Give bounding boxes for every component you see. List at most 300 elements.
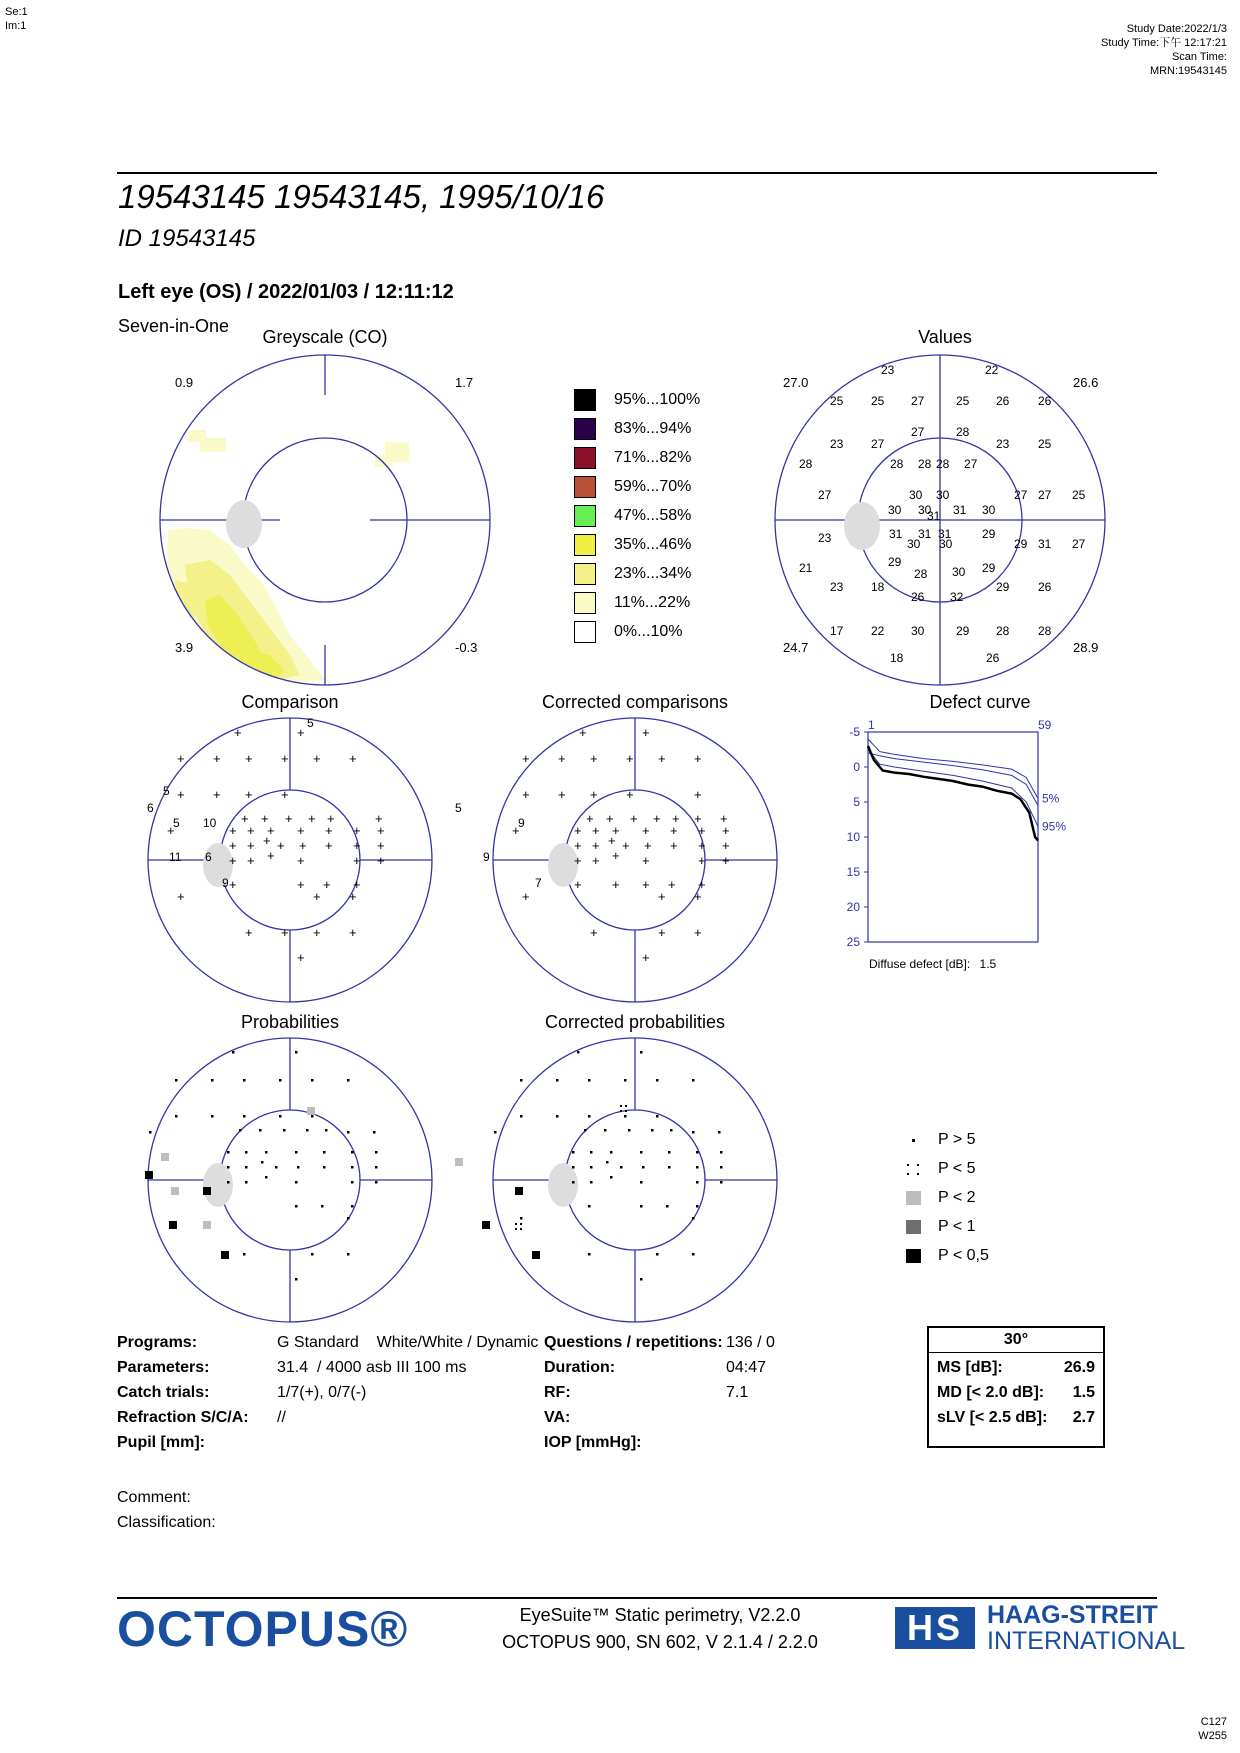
prob-dot [323, 1151, 326, 1154]
legend-swatch [574, 621, 596, 643]
prob-dot [227, 1166, 230, 1169]
prob-dot [375, 1181, 378, 1184]
ms-label: MS [dB]: [937, 1359, 1003, 1376]
prob-legend-p-lt05: P < 0,5 [904, 1241, 989, 1270]
va-label: VA: [544, 1409, 571, 1426]
legend-swatch [574, 447, 596, 469]
prob-dot [325, 1129, 328, 1132]
octopus-logo: OCTOPUS® [117, 1601, 409, 1657]
prob-dot [696, 1205, 699, 1208]
legend-swatch [574, 476, 596, 498]
prob-dot [295, 1151, 298, 1154]
plus-mark: + [574, 838, 582, 853]
prob-dot [572, 1151, 575, 1154]
threshold-value: 23 [818, 531, 832, 545]
plus-mark: + [592, 823, 600, 838]
prob-dot [668, 1166, 671, 1169]
greyscale-legend-item [574, 559, 700, 588]
report-type: Seven-in-One [118, 316, 230, 336]
prob-dot [347, 1079, 350, 1082]
plus-mark: + [658, 925, 666, 940]
legend-swatch [574, 505, 596, 527]
prob-dot [668, 1151, 671, 1154]
legend-label: 23%...34% [614, 564, 692, 582]
plus-mark: + [558, 787, 566, 802]
plus-mark: + [323, 877, 331, 892]
legend-swatch [574, 418, 596, 440]
threshold-value: 28 [918, 457, 932, 471]
legend-swatch [574, 592, 596, 614]
plus-mark: + [592, 853, 600, 868]
values-corner-bl: 24.7 [783, 640, 809, 655]
legend-label: 95%...100% [614, 390, 701, 408]
parameters-block-right [544, 1330, 775, 1455]
global-indices-header: 30° [929, 1328, 1103, 1353]
plus-mark: + [694, 787, 702, 802]
plus-mark: + [245, 751, 253, 766]
legend-swatch [574, 534, 596, 556]
prob-dot [640, 1205, 643, 1208]
prob-dot [375, 1151, 378, 1154]
plus-mark: + [574, 823, 582, 838]
plus-mark: + [297, 823, 305, 838]
programs-value: G Standard White/White / Dynamic [277, 1334, 539, 1351]
threshold-value: 25 [956, 394, 970, 408]
plus-mark: + [670, 838, 678, 853]
footer-divider [117, 1597, 1157, 1599]
threshold-value: 30 [939, 537, 953, 551]
plus-mark: + [229, 853, 237, 868]
prob-dot [610, 1176, 613, 1179]
probabilities-title: Probabilities [240, 1012, 340, 1032]
plus-mark: + [670, 823, 678, 838]
prob-dot [520, 1079, 523, 1082]
prob-dot [520, 1217, 523, 1220]
plus-mark: + [579, 725, 587, 740]
mrn: MRN:19543145 [1149, 65, 1227, 77]
threshold-value: 26 [986, 651, 1000, 665]
greyscale-legend-item [574, 385, 700, 414]
prob-dot [610, 1151, 613, 1154]
threshold-value: 21 [799, 561, 813, 575]
software-line: EyeSuite™ Static perimetry, V2.2.0 [519, 1605, 801, 1625]
prob-dot [347, 1253, 350, 1256]
plus-mark: + [308, 811, 316, 826]
plus-mark: + [612, 877, 620, 892]
plus-mark: + [277, 838, 285, 853]
prob-dot [306, 1129, 309, 1132]
plus-mark: + [353, 838, 361, 853]
prob-dot [245, 1181, 248, 1184]
prob-dot [297, 1166, 300, 1169]
threshold-value: 31 [1038, 537, 1052, 551]
threshold-value: 30 [936, 488, 950, 502]
plus-mark: + [642, 853, 650, 868]
prob-dot [275, 1166, 278, 1169]
prob-dot [149, 1131, 152, 1134]
prob-legend-p-lt5: P < 5 [904, 1154, 989, 1183]
threshold-value: 29 [982, 527, 996, 541]
prob-dot [279, 1115, 282, 1118]
plus-mark: + [281, 787, 289, 802]
greyscale-corner-tr: 1.7 [455, 375, 474, 390]
prob-dot [624, 1079, 627, 1082]
threshold-value: 29 [956, 624, 970, 638]
header-divider [117, 172, 1157, 174]
comparison-value: 7 [535, 876, 542, 890]
pupil-label: Pupil [mm]: [117, 1434, 205, 1451]
prob-dot [584, 1129, 587, 1132]
threshold-value: 27 [964, 457, 978, 471]
prob-dot [295, 1181, 298, 1184]
diffuse-defect [869, 957, 996, 971]
prob-dot [640, 1181, 643, 1184]
prob-dot [243, 1115, 246, 1118]
plus-mark: + [281, 925, 289, 940]
threshold-value: 29 [888, 555, 902, 569]
legend-label: 0%...10% [614, 622, 683, 640]
values-title: Values [918, 327, 972, 347]
threshold-value: 26 [996, 394, 1010, 408]
threshold-value: 18 [871, 580, 885, 594]
company-top: HAAG-STREIT [987, 1601, 1158, 1629]
blind-spot [548, 1163, 578, 1207]
parameters-value: 31.4 / 4000 asb III 100 ms [277, 1359, 467, 1376]
plus-mark: + [512, 823, 520, 838]
prob-dot [588, 1079, 591, 1082]
comparison-title: Comparison [241, 692, 339, 712]
plus-mark: + [642, 725, 650, 740]
x-end-label: 59 [1038, 718, 1052, 732]
threshold-value: 30 [918, 503, 932, 517]
plus-mark: + [229, 838, 237, 853]
y-tick-label: 15 [846, 865, 860, 879]
scan-time: Scan Time: [1171, 51, 1227, 63]
comparison-value: 11 [169, 850, 182, 864]
plus-mark: + [261, 811, 269, 826]
plus-mark: + [313, 751, 321, 766]
prob-dot [494, 1131, 497, 1134]
parameters-block-left [117, 1330, 538, 1455]
prob-dot [590, 1181, 593, 1184]
prob-dot [590, 1151, 593, 1154]
prob-p-lt5 [520, 1228, 522, 1230]
prob-square [515, 1187, 523, 1195]
threshold-value: 23 [881, 363, 895, 377]
prob-square [203, 1187, 211, 1195]
y-tick-label: 5 [853, 795, 860, 809]
image-label: Im:1 [5, 20, 27, 32]
prob-dot [227, 1151, 230, 1154]
plus-mark: + [281, 751, 289, 766]
probabilities-plot [145, 1035, 435, 1325]
threshold-value: 32 [950, 590, 964, 604]
threshold-value: 25 [1072, 488, 1086, 502]
values-corner-tl: 27.0 [783, 375, 809, 390]
prob-dot [604, 1129, 607, 1132]
prob-p-lt5 [625, 1110, 627, 1112]
prob-dot [211, 1079, 214, 1082]
prob-p-lt5 [515, 1223, 517, 1225]
plus-mark: + [522, 889, 530, 904]
greyscale-corner-tl: 0.9 [175, 375, 194, 390]
plus-mark: + [694, 925, 702, 940]
prob-dot [696, 1181, 699, 1184]
w-value: W255 [1198, 1730, 1227, 1742]
plus-mark: + [167, 823, 175, 838]
prob-dot [656, 1079, 659, 1082]
ms-value: 26.9 [1063, 1359, 1095, 1376]
threshold-value: 22 [985, 363, 999, 377]
plus-mark: + [247, 853, 255, 868]
duration-value: 04:47 [726, 1359, 767, 1376]
prob-dot [572, 1181, 575, 1184]
threshold-value: 28 [1038, 624, 1052, 638]
prob-dot [283, 1129, 286, 1132]
greyscale-legend [574, 385, 700, 646]
plus-mark: + [642, 823, 650, 838]
legend-label: 47%...58% [614, 506, 692, 524]
greyscale-plot [150, 350, 500, 690]
prob-dot [640, 1151, 643, 1154]
prob-dot [624, 1115, 627, 1118]
software-info [460, 1602, 860, 1656]
prob-dot [588, 1253, 591, 1256]
slv-label: sLV [< 2.5 dB]: [937, 1409, 1048, 1426]
company-bottom: INTERNATIONAL [987, 1627, 1186, 1655]
prob-dot [692, 1079, 695, 1082]
prob-dot [311, 1079, 314, 1082]
iop-label: IOP [mmHg]: [544, 1434, 642, 1451]
plus-mark: + [672, 811, 680, 826]
greyscale-legend-item [574, 530, 700, 559]
plus-mark: + [642, 950, 650, 965]
plus-mark: + [630, 811, 638, 826]
prob-square [171, 1187, 179, 1195]
threshold-value: 26 [911, 590, 925, 604]
defect-curve-frame [868, 732, 1038, 942]
threshold-value: 25 [871, 394, 885, 408]
questions-label: Questions / repetitions: [544, 1334, 723, 1351]
threshold-value: 22 [871, 624, 885, 638]
comparison-value: 6 [205, 850, 212, 864]
values-plot [770, 350, 1110, 690]
defect-curve-chart [830, 720, 1100, 975]
prob-square [455, 1158, 463, 1166]
prob-dot [347, 1217, 350, 1220]
prob-p-lt5 [520, 1223, 522, 1225]
plus-mark: + [325, 838, 333, 853]
comments-block [117, 1485, 216, 1535]
plus-mark: + [612, 823, 620, 838]
plus-mark: + [590, 787, 598, 802]
greyscale-legend-item [574, 472, 700, 501]
prob-dot [696, 1166, 699, 1169]
prob-dot [243, 1253, 246, 1256]
plus-mark: + [247, 823, 255, 838]
catch-trials-value: 1/7(+), 0/7(-) [277, 1384, 367, 1401]
greyscale-corner-br: -0.3 [455, 640, 478, 655]
plus-mark: + [297, 877, 305, 892]
label-5pct: 5% [1042, 791, 1060, 806]
threshold-value: 18 [890, 651, 904, 665]
prob-dot [245, 1151, 248, 1154]
prob-dot [656, 1115, 659, 1118]
prob-dot [718, 1131, 721, 1134]
prob-dot [696, 1151, 699, 1154]
prob-dot [620, 1166, 623, 1169]
threshold-value: 23 [830, 437, 844, 451]
plus-mark: + [229, 823, 237, 838]
comparison-plot [145, 715, 435, 1005]
device-line: OCTOPUS 900, SN 602, V 2.1.4 / 2.2.0 [502, 1632, 818, 1652]
threshold-value: 28 [890, 457, 904, 471]
plus-mark: + [349, 751, 357, 766]
threshold-value: 26 [1038, 394, 1052, 408]
threshold-value: 28 [996, 624, 1010, 638]
prob-legend-p-lt2: P < 2 [904, 1183, 989, 1212]
greyscale-corner-bl: 3.9 [175, 640, 194, 655]
refraction-value: // [277, 1409, 286, 1426]
plus-mark: + [668, 877, 676, 892]
label-95pct: 95% [1042, 819, 1067, 834]
prob-square [203, 1221, 211, 1229]
prob-square [221, 1251, 229, 1259]
threshold-value: 30 [952, 565, 966, 579]
plus-mark: + [297, 725, 305, 740]
plus-mark: + [297, 950, 305, 965]
plus-mark: + [234, 725, 242, 740]
y-tick-label: 20 [846, 900, 860, 914]
y-tick-label: -5 [849, 725, 860, 739]
refraction-label: Refraction S/C/A: [117, 1409, 249, 1426]
prob-dot [651, 1129, 654, 1132]
blind-spot [844, 502, 880, 550]
corrected-comparison-plot [455, 715, 780, 1005]
prob-square [532, 1251, 540, 1259]
values-corner-br: 28.9 [1073, 640, 1099, 655]
comparison-value: 5 [307, 716, 314, 730]
comparison-value: 9 [222, 876, 229, 890]
classification-label: Classification: [117, 1514, 216, 1531]
prob-dot [175, 1115, 178, 1118]
plus-mark: + [177, 751, 185, 766]
prob-dot [720, 1166, 723, 1169]
patient-id-line: ID 19543145 [118, 225, 256, 252]
threshold-value: 25 [830, 394, 844, 408]
md-label: MD [< 2.0 dB]: [937, 1384, 1045, 1401]
threshold-value: 28 [799, 457, 813, 471]
prob-dot [311, 1253, 314, 1256]
y-tick-label: 10 [846, 830, 860, 844]
prob-dot [279, 1079, 282, 1082]
y-tick-label: 25 [846, 935, 860, 949]
plus-mark: + [698, 877, 706, 892]
plus-mark: + [327, 811, 335, 826]
values-corner-tr: 26.6 [1073, 375, 1099, 390]
prob-dot [692, 1217, 695, 1220]
programs-label: Programs: [117, 1334, 198, 1351]
plus-mark: + [349, 889, 357, 904]
plus-mark: + [612, 848, 620, 863]
threshold-value: 25 [1038, 437, 1052, 451]
blind-spot [203, 1163, 233, 1207]
prob-dot [692, 1253, 695, 1256]
prob-dot [295, 1278, 298, 1281]
md-value: 1.5 [1072, 1384, 1095, 1401]
legend-label: 71%...82% [614, 448, 692, 466]
prob-p-lt5 [620, 1105, 622, 1107]
plus-mark: + [267, 848, 275, 863]
prob-dot [261, 1161, 264, 1164]
corner-bottom-right [1198, 1715, 1227, 1743]
prob-dot [588, 1205, 591, 1208]
plus-mark: + [644, 838, 652, 853]
prob-dot [590, 1166, 593, 1169]
plus-mark: + [353, 877, 361, 892]
catch-trials-label: Catch trials: [117, 1384, 210, 1401]
prob-dot [588, 1115, 591, 1118]
plus-mark: + [213, 787, 221, 802]
legend-swatch [574, 563, 596, 585]
reference-curve [868, 753, 1038, 806]
threshold-value: 27 [1014, 488, 1028, 502]
blind-spot [226, 500, 262, 548]
threshold-value: 31 [953, 503, 967, 517]
prob-dot [606, 1161, 609, 1164]
plus-mark: + [375, 811, 383, 826]
prob-p-lt5 [515, 1228, 517, 1230]
prob-dot [656, 1253, 659, 1256]
defect-curve-title: Defect curve [929, 692, 1031, 712]
eye-exam-line: Left eye (OS) / 2022/01/03 / 12:11:12 [118, 281, 454, 303]
prob-dot [520, 1115, 523, 1118]
plus-mark: + [353, 853, 361, 868]
prob-square [482, 1221, 490, 1229]
plus-mark: + [353, 823, 361, 838]
plus-mark: + [606, 811, 614, 826]
threshold-value: 17 [830, 624, 844, 638]
prob-dot [666, 1205, 669, 1208]
legend-swatch [574, 389, 596, 411]
reference-curve [868, 739, 1038, 799]
plus-mark: + [622, 838, 630, 853]
prob-dot [572, 1166, 575, 1169]
plus-mark: + [608, 833, 616, 848]
plus-mark: + [325, 823, 333, 838]
prob-dot [670, 1129, 673, 1132]
prob-dot [640, 1051, 643, 1054]
comparison-value: 6 [147, 801, 154, 815]
plus-mark: + [377, 853, 385, 868]
threshold-value: 31 [927, 509, 941, 523]
plus-mark: + [522, 751, 530, 766]
legend-label: 11%...22% [614, 593, 691, 611]
plus-mark: + [722, 838, 730, 853]
threshold-value: 28 [914, 567, 928, 581]
plus-mark: + [586, 811, 594, 826]
x-start-label: 1 [868, 718, 875, 732]
threshold-value: 31 [889, 527, 903, 541]
plus-mark: + [299, 838, 307, 853]
threshold-value: 30 [888, 503, 902, 517]
plus-mark: + [285, 811, 293, 826]
plus-mark: + [247, 838, 255, 853]
plus-mark: + [574, 877, 582, 892]
y-tick-label: 0 [853, 760, 860, 774]
comparison-value: 5 [173, 816, 180, 830]
study-date: Study Date:2022/1/3 [1126, 23, 1227, 35]
